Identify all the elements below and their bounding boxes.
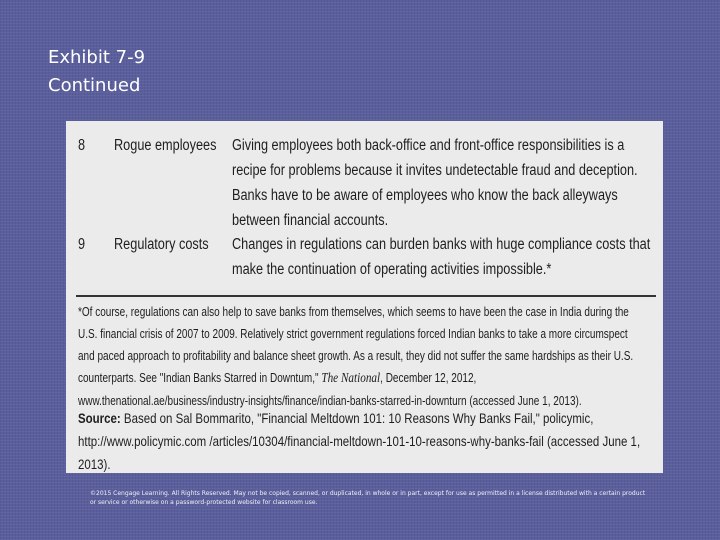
source-text: Based on Sal Bommarito, "Financial Meltdown 101: 10 Reasons Why Banks Fail," policymic, http://www.policymic.com /articles/10304/financial-meltdown-101-10-reasons-why-banks-fail (accessed June 1, 2013).: [78, 410, 641, 472]
slide-title: [48, 44, 145, 100]
row-description: Giving employees both back-office and front-office responsibilities is a recipe for problems because it invites undetectable fraud and deception. Banks have to be aware of employees who know the back alleyways between financial accounts.: [232, 137, 638, 229]
footnote-text: *Of course, regulations can also help to save banks from themselves, which seems to have been the case in India during the U.S. financial crisis of 2007 to 2009. Relatively strict government regulations forced Indian banks to take a more circumspect and paced approach to profitability and balance sheet growth. As a result, they did not suffer the same hardships as their U.S. counterparts. See "Indian Banks Starred in Downtum,": [78, 305, 634, 385]
copyright-notice: ©2015 Cengage Learning. All Rights Reserved. May not be copied, scanned, or duplicated, in whole or in part, except for use as permitted in a license distributed with a certain product or service or otherwise on a password-protected website for classroom use.: [90, 490, 646, 506]
row-label: Rogue employees: [114, 137, 217, 154]
row-label: Regulatory costs: [114, 236, 209, 253]
footnote-publication: The National: [321, 371, 381, 386]
row-number: 8: [78, 137, 86, 154]
slide-title-line-2: Continued: [48, 75, 141, 96]
row-description: Changes in regulations can burden banks with huge compliance costs that make the continuation of operating activities impossible.*: [232, 236, 651, 278]
table-divider: [76, 295, 656, 297]
exhibit-panel: [66, 121, 663, 473]
footnote: [78, 301, 638, 412]
source-citation: [78, 407, 649, 476]
slide-title-line-1: Exhibit 7-9: [48, 47, 146, 68]
source-label: Source:: [78, 410, 121, 426]
footnote-text-end: , December 12, 2012, www.thenational.ae/business/industry-insights/finance/indian-banks-starred-in-downturn (accessed June 1, 2013).: [78, 371, 582, 408]
row-number: 9: [78, 236, 86, 253]
